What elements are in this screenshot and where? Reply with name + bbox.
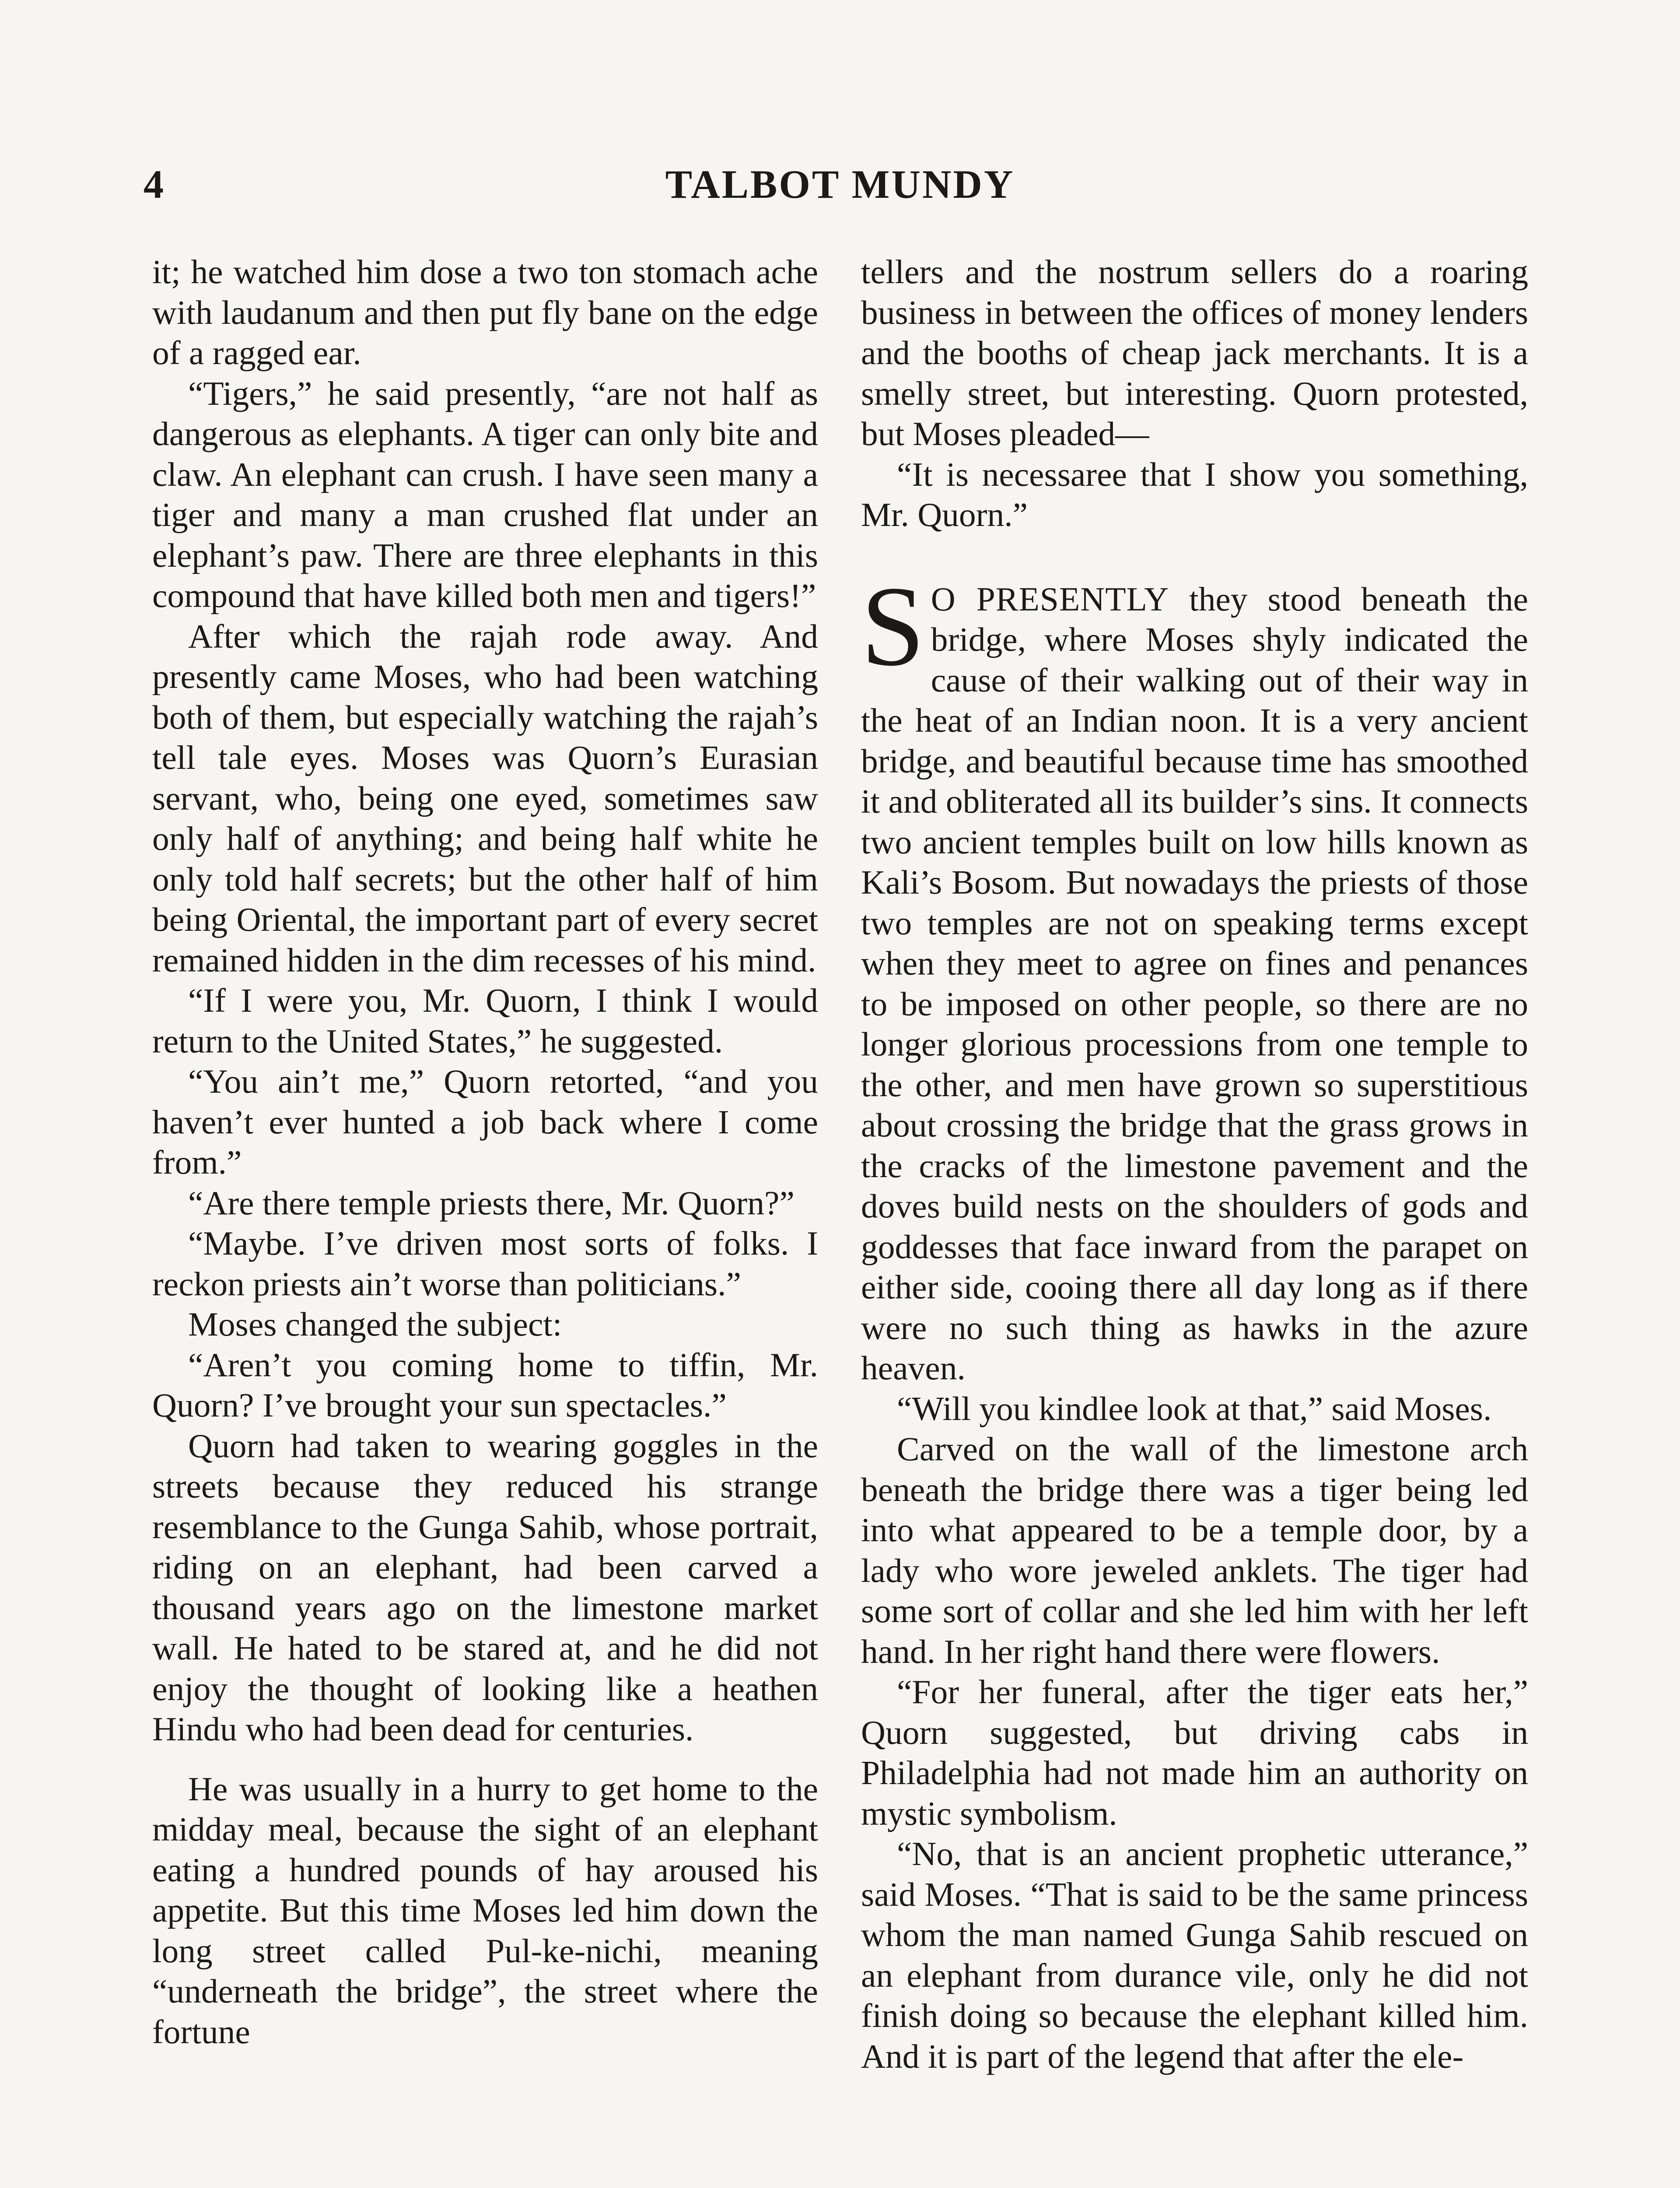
paragraph: Quorn had taken to wearing goggles in the streets because they reduced his strange resemblance to the Gunga Sahib, whose portrait, riding on an elephant, had been carved a thousand years ago on the limestone market wall. He hated to be stared at, and he did not enjoy the thought of looking like a heathen Hindu who had been dead for centuries. — [152, 1427, 818, 1748]
paragraph: it; he watched him dose a two ton stomach ache with laudanum and then put fly bane on the edge of a ragged ear. — [152, 253, 818, 372]
section-text: they stood beneath the bridge, where Moses shyly indicated the cause of their walking out of their way in the heat of an Indian noon. It is a very ancient bridge, and beautiful because time has smoothed it and obliterated all its builder’s sins. It connects two ancient temples built on low hills known as Kali’s Bosom. But nowadays the priests of those two temples are not on speaking terms except when they meet to agree on fines and penances to be imposed on other people, so there are no longer glorious processions from one temple to the other, and men have grown so superstitious about crossing the bridge that the grass grows in the cracks of the limestone pavement and the doves build nests on the shoulders of gods and goddesses that face inward from the parapet on either side, cooing there all day long as if there were no such thing as hawks in the azure heaven. — [861, 580, 1528, 1387]
paragraph: “For her funeral, after the tiger eats her,” Quorn suggested, but driving cabs in Philadelphia had not made him an authority on mystic symbolism. — [861, 1673, 1528, 1832]
paragraph: “You ain’t me,” Quorn retorted, “and you haven’t ever hunted a job back where I come from.” — [152, 1062, 818, 1181]
running-head: TALBOT MUNDY — [665, 162, 1015, 207]
paragraph: “Will you kindlee look at that,” said Moses. — [897, 1389, 1492, 1427]
paragraph: “No, that is an ancient prophetic utterance,” said Moses. “That is said to be the same princess whom the man named Gunga Sahib rescued on an elephant from durance vile, only he did not finish doing so because the elephant killed him. And it is part of the legend that after the ele- — [861, 1835, 1528, 2075]
paragraph: Carved on the wall of the limestone arch beneath the bridge there was a tiger being led into what appeared to be a temple door, by a lady who wore jeweled anklets. The tiger had some sort of collar and she led him with her left hand. In her right hand there were flowers. — [861, 1430, 1528, 1670]
paragraph: He was usually in a hurry to get home to the midday meal, because the sight of an elephant eating a hundred pounds of hay aroused his appetite. But this time Moses led him down the long street called Pul-ke-nichi, meaning “underneath the bridge”, the street where the fortune — [152, 1770, 818, 2051]
right-column — [861, 252, 1528, 2076]
section-opening-paragraph — [861, 562, 1528, 1389]
left-column — [152, 252, 818, 2052]
paragraph: Moses changed the subject: — [188, 1305, 562, 1343]
paragraph: “Aren’t you coming home to tiffin, Mr. Quorn? I’ve brought your sun spectacles.” — [152, 1346, 818, 1424]
page-number: 4 — [144, 162, 164, 207]
paragraph: tellers and the nostrum sellers do a roaring business in between the offices of money lenders and the booths of cheap jack merchants. It is a smelly street, but interesting. Quorn protested, but Moses pleaded— — [861, 253, 1528, 452]
section-lead-words: O PRESENTLY — [931, 580, 1169, 618]
paragraph: After which the rajah rode away. And presently came Moses, who had been watching both of them, but especially watching the rajah’s tell tale eyes. Moses was Quorn’s Eurasian servant, who, being one eyed, sometimes saw only half of anything; and being half white he only told half secrets; but the other half of him being Oriental, the important part of every secret remained hidden in the dim recesses of his mind. — [152, 617, 818, 979]
paragraph: “It is necessaree that I show you something, Mr. Quorn.” — [861, 455, 1528, 533]
paragraph: “Are there temple priests there, Mr. Quorn?” — [188, 1184, 794, 1222]
drop-cap: S — [861, 562, 925, 690]
paragraph: “If I were you, Mr. Quorn, I think I would return to the United States,” he suggested. — [152, 982, 818, 1060]
paragraph: “Maybe. I’ve driven most sorts of folks. I reckon priests ain’t worse than politicians.” — [152, 1224, 818, 1303]
paragraph: “Tigers,” he said presently, “are not half as dangerous as elephants. A tiger can only bite and claw. An elephant can crush. I have seen many a tiger and many a man crushed flat under an elephant’s paw. There are three elephants in this compound that have killed both men and tigers!” — [152, 374, 818, 614]
